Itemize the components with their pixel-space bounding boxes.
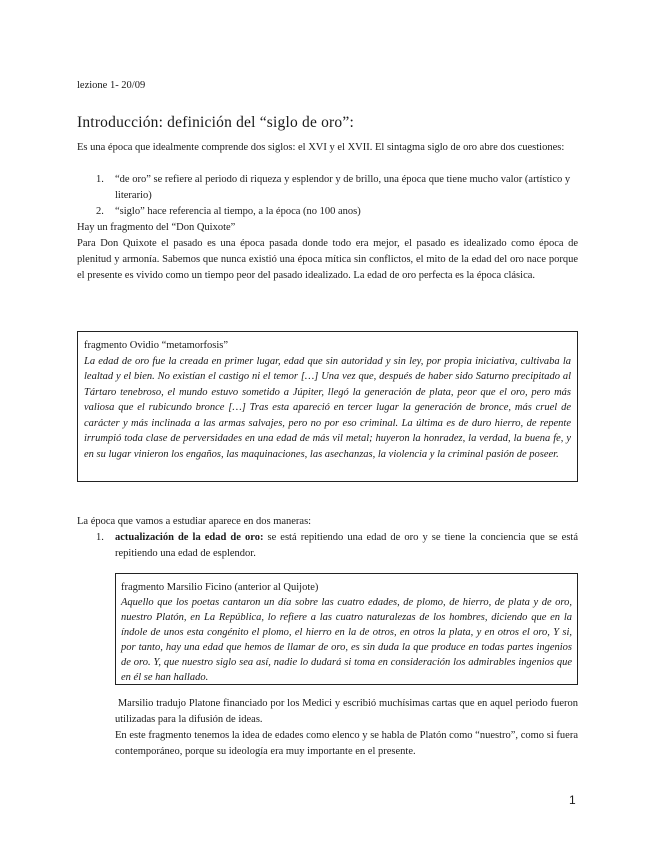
ovid-fragment-quote: La edad de oro fue la creada en primer lugar, edad que sin autoridad y sin ley, por propia iniciativa, cultivaba la lealtad y el bien. No existían el castigo ni el temor […] Una vez que, después de haber sido Saturno precipitado al Tártaro tenebroso, el mundo estuvo sometido a Júpiter, llegó la generación de plata, peor que el oro, pero más valiosa que el rubicundo bronce […] Tras esta apareció en tercer lugar la generación de bronce, más cruel de carácter y más inclinada a las armas salvajes, pero no por eso criminal. La última es de duro hierro, de repente irrumpió toda clase de perversidades en una edad de más vil metal; huyeron la honradez, la verdad, la buena fe, y en su lugar vinieron los engaños, las maquinaciones, las asechanzas, la violencia y la criminal pasión de poseer.	[84, 355, 571, 460]
quixote-line: Hay un fragmento del “Don Quixote”	[77, 222, 236, 233]
ficino-fragment-heading: fragmento Marsilio Ficino (anterior al Quijote)	[121, 582, 319, 593]
list-item-riqueza: “de oro” se refiere al periodo di riqueza y esplendor y de brillo, una época que tiene mucho valor (artístico y literario)	[115, 174, 571, 201]
second-intro-line: La época que vamos a estudiar aparece en dos maneras:	[77, 516, 312, 527]
closing-paragraph-2: En este fragmento tenemos la idea de edades como elenco y se habla de Platón como “nuestro”, como si fuera contemporáneo, porque su ideología era muy importante en el presente.	[115, 730, 578, 757]
list-number-1: 1.	[96, 174, 104, 185]
ficino-fragment-quote: Aquello que los poetas cantaron un día sobre las cuatro edades, de plomo, de hierro, de plata y de oro, nuestro Platón, en La República, lo refiere a las cuatro naturalezas de los hombres, diciendo que en la índole de unos esta congénito el plomo, el hierro en la de otros, en otros la plata, y en otros el oro, Y si, por tanto, hay una edad que hemos de llamar de oro, es sin duda la que produce en todas partes ingenios de oro. Y, que nuestro siglo sea así, nadie lo dudará si toma en consideración los admirables ingenios que en él se han hallado.	[121, 597, 572, 683]
page-number: 1	[569, 793, 576, 807]
actualizacion-bold-label: actualización de la edad de oro:	[115, 532, 264, 543]
list-item-actualizacion	[115, 530, 578, 562]
lecture-label: lezione 1- 20/09	[77, 80, 146, 91]
section-title: Introducción: definición del “siglo de oro”:	[77, 114, 354, 131]
closing-paragraph-1: Marsilio tradujo Platone financiado por los Medici y escribió muchísimas cartas que en aquel periodo fueron utilizadas para la difusión de ideas.	[115, 698, 581, 725]
list-number-second-1: 1.	[96, 532, 104, 543]
list-item-siglo: “siglo” hace referencia al tiempo, a la época (no 100 anos)	[115, 206, 361, 217]
ovid-fragment-heading: fragmento Ovidio “metamorfosis”	[84, 340, 229, 351]
ovid-fragment-box	[77, 331, 578, 482]
actualizacion-text: se está repitiendo una edad de oro y se tiene la conciencia que se está repitiendo una edad de esplendor.	[115, 532, 578, 559]
list-number-2: 2.	[96, 206, 104, 217]
quixote-paragraph: Para Don Quixote el pasado es una época pasada donde todo era mejor, el pasado es idealizado como época de plenitud y armonía. Sabemos que nunca existió una época mítica sin conflictos, el mito de la edad del oro nace porque el presente es vivido como un tiempo peor del pasado idealizado. La edad de oro perfecta es la época clásica.	[77, 238, 578, 281]
intro-paragraph: Es una época que idealmente comprende dos siglos: el XVI y el XVII. El sintagma siglo de oro abre dos cuestiones:	[77, 142, 565, 153]
ficino-fragment-box	[115, 573, 578, 685]
